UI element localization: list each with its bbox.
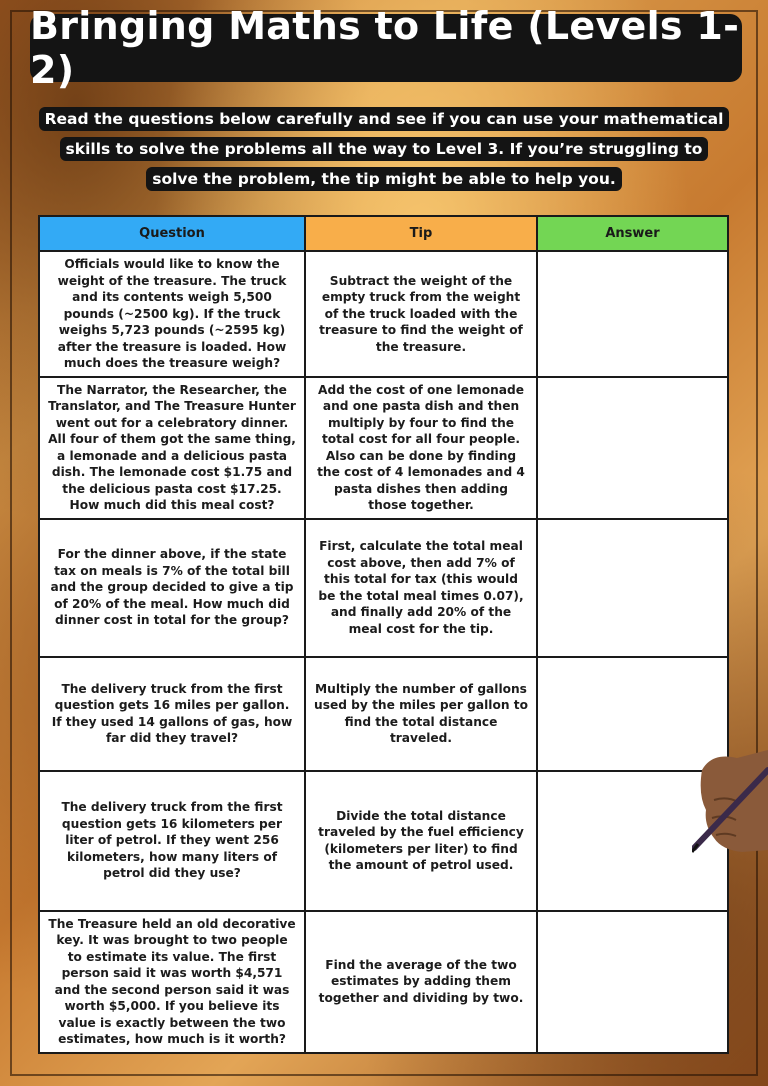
question-cell: The Treasure held an old decorative key. It was brought to two people to estimate its value. The first person said it was worth $4,571 and the second person said it was worth $5,000. If you believe its value is exactly between the two estimates, how much is it worth?: [39, 911, 305, 1053]
tip-cell: Find the average of the two estimates by adding them together and dividing by two.: [305, 911, 537, 1053]
tip-cell: Add the cost of one lemonade and one pasta dish and then multiply by four to find the total cost for all four people. Also can be done by finding the cost of 4 lemonades and 4 pasta dishes then adding those together.: [305, 377, 537, 519]
header-tip: Tip: [305, 216, 537, 251]
table-row: [39, 657, 728, 771]
title-banner: [30, 4, 742, 92]
tip-cell: Subtract the weight of the empty truck from the weight of the truck loaded with the treasure to find the weight of the treasure.: [305, 251, 537, 377]
table-row: [39, 519, 728, 657]
answer-cell[interactable]: [537, 251, 728, 377]
tip-cell: Multiply the number of gallons used by the miles per gallon to find the total distance traveled.: [305, 657, 537, 771]
header-answer: Answer: [537, 216, 728, 251]
intro-text-block: [38, 104, 730, 194]
question-cell: Officials would like to know the weight of the treasure. The truck and its contents weigh 5,500 pounds (~2500 kg). If the truck weighs 5,723 pounds (~2595 kg) after the treasure is loaded. How much does the treasure weigh?: [39, 251, 305, 377]
table-header-row: [39, 216, 728, 251]
answer-cell[interactable]: [537, 519, 728, 657]
question-cell: The delivery truck from the first question gets 16 miles per gallon. If they used 14 gallons of gas, how far did they travel?: [39, 657, 305, 771]
question-cell: For the dinner above, if the state tax on meals is 7% of the total bill and the group decided to give a tip of 20% of the meal. How much did dinner cost in total for the group?: [39, 519, 305, 657]
table-row: [39, 911, 728, 1053]
header-question: Question: [39, 216, 305, 251]
answer-cell[interactable]: [537, 377, 728, 519]
worksheet-table: [38, 215, 729, 1054]
question-cell: The Narrator, the Researcher, the Translator, and The Treasure Hunter went out for a celebratory dinner. All four of them got the same thing, a lemonade and a delicious pasta dish. The lemonade cost $1.75 and the delicious pasta cost $17.25. How much did this meal cost?: [39, 377, 305, 519]
tip-cell: First, calculate the total meal cost above, then add 7% of this total for tax (this would be the total meal times 0.07), and finally add 20% of the meal cost for the tip.: [305, 519, 537, 657]
table-row: [39, 377, 728, 519]
answer-cell[interactable]: [537, 911, 728, 1053]
hand-with-pen-icon: [692, 740, 768, 860]
page-title: Bringing Maths to Life (Levels 1-2): [30, 4, 740, 92]
table-row: [39, 251, 728, 377]
intro-text: Read the questions below carefully and see if you can use your mathematical skills to solve the problems all the way to Level 3. If you’re struggling to solve the problem, the tip might be able to help you.: [39, 107, 730, 191]
tip-cell: Divide the total distance traveled by the fuel efficiency (kilometers per liter) to find the amount of petrol used.: [305, 771, 537, 911]
question-cell: The delivery truck from the first question gets 16 kilometers per liter of petrol. If they went 256 kilometers, how many liters of petrol did they use?: [39, 771, 305, 911]
table-row: [39, 771, 728, 911]
